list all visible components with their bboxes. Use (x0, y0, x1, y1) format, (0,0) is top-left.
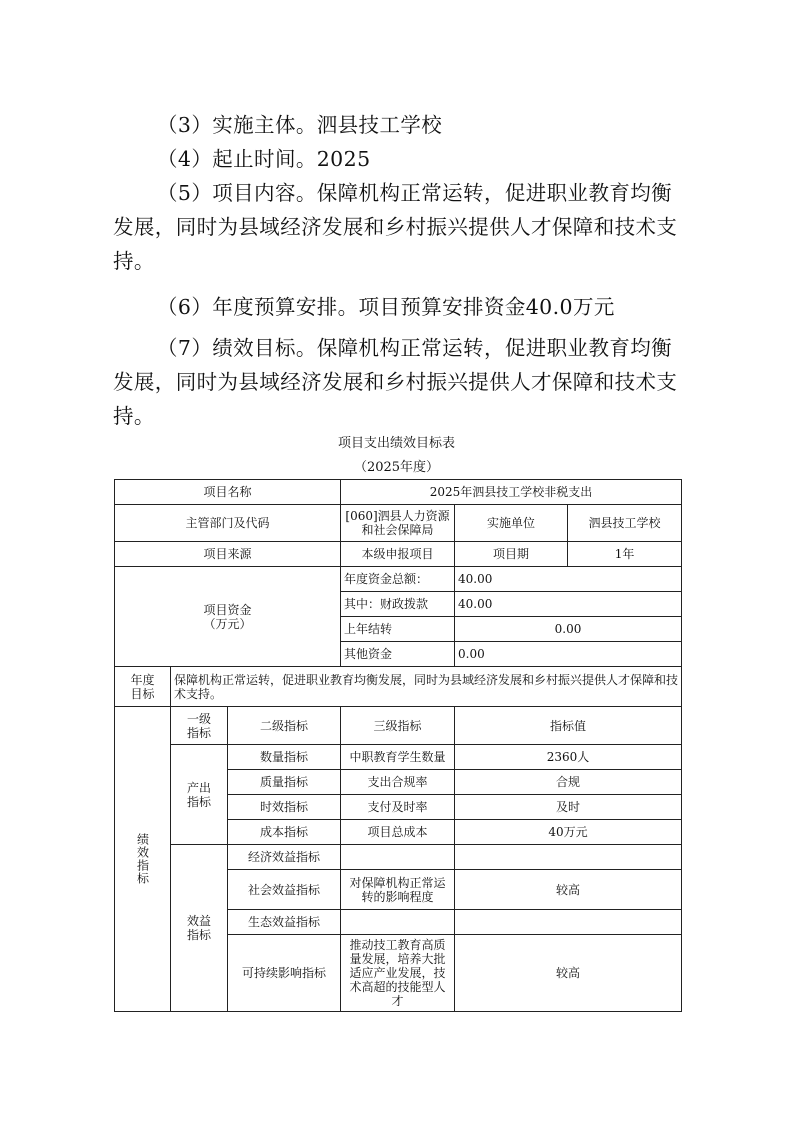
output-level3: 项目总成本 (341, 820, 455, 845)
funds-other-value: 0.00 (455, 642, 682, 667)
table-row (115, 707, 682, 745)
benefit-level2: 生态效益指标 (228, 910, 341, 935)
funds-fiscal-value: 40.00 (455, 592, 682, 617)
project-name-value: 2025年泗县技工学校非税支出 (341, 480, 682, 505)
benefit-label (171, 845, 228, 1012)
benefit-value (455, 910, 682, 935)
table-subtitle: （2025年度） (353, 460, 440, 475)
output-level3: 支出合规率 (341, 770, 455, 795)
benefit-label-text: 效益指标 (186, 914, 211, 942)
header-level3: 三级指标 (341, 707, 455, 745)
benefit-level2: 可持续影响指标 (228, 935, 341, 1012)
table-row (115, 745, 682, 770)
output-label-text: 产出指标 (186, 780, 211, 809)
project-name-label: 项目名称 (115, 480, 341, 505)
funds-carryover-value: 0.00 (455, 617, 682, 642)
output-level2: 质量指标 (228, 770, 341, 795)
funds-fiscal-label: 其中：财政拨款 (341, 592, 455, 617)
benefit-level3: 对保障机构正常运转的影响程度 (341, 870, 455, 910)
table-row (115, 667, 682, 707)
header-value: 指标值 (455, 707, 682, 745)
performance-table (114, 479, 682, 1012)
output-level3: 中职教育学生数量 (341, 745, 455, 770)
annual-goal-label (115, 667, 171, 707)
output-value: 及时 (455, 795, 682, 820)
paragraph-implementer: （3）实施主体。泗县技工学校 (157, 113, 443, 137)
paragraph-content: （5）项目内容。保障机构正常运转，促进职业教育均衡发展，同时为县域经济发展和乡村振兴提供人才保障和技术支持。 (113, 181, 678, 273)
header-level1-text: 一级指标 (186, 711, 211, 740)
benefit-level3: 推动技工教育高质量发展，培养大批适应产业发展，技术高超的技能型人才 (341, 935, 455, 1012)
benefit-value: 较高 (455, 935, 682, 1012)
output-level2: 数量指标 (228, 745, 341, 770)
annual-goal-label-text: 年度目标 (130, 672, 155, 701)
table-row (115, 542, 682, 567)
dept-value: [060]泗县人力资源和社会保障局 (341, 505, 455, 542)
table-row (115, 567, 682, 592)
funds-carryover-label: 上年结转 (341, 617, 455, 642)
impl-value: 泗县技工学校 (568, 505, 682, 542)
benefit-level2: 经济效益指标 (228, 845, 341, 870)
table-title: 项目支出绩效目标表 (337, 436, 455, 451)
header-level1 (171, 707, 228, 745)
table-row (115, 505, 682, 542)
paragraph-performance-goal: （7）绩效目标。保障机构正常运转，促进职业教育均衡发展，同时为县域经济发展和乡村振兴提供人才保障和技术支持。 (113, 336, 678, 428)
annual-goal-value: 保障机构正常运转，促进职业教育均衡发展，同时为县域经济发展和乡村振兴提供人才保障和技术支持。 (171, 667, 682, 707)
period-value: 1年 (568, 542, 682, 567)
period-label: 项目期 (455, 542, 568, 567)
output-level2: 成本指标 (228, 820, 341, 845)
benefit-level2: 社会效益指标 (228, 870, 341, 910)
indicators-label (115, 707, 171, 1012)
benefit-level3 (341, 910, 455, 935)
funds-total-label: 年度资金总额： (341, 567, 455, 592)
output-level3: 支付及时率 (341, 795, 455, 820)
benefit-level3 (341, 845, 455, 870)
impl-label: 实施单位 (455, 505, 568, 542)
source-label: 项目来源 (115, 542, 341, 567)
table-row (115, 845, 682, 870)
output-level2: 时效指标 (228, 795, 341, 820)
output-value: 40万元 (455, 820, 682, 845)
table-row (115, 480, 682, 505)
dept-label: 主管部门及代码 (115, 505, 341, 542)
output-value: 2360人 (455, 745, 682, 770)
funds-other-label: 其他资金 (341, 642, 455, 667)
funds-label-text: 项目资金（万元） (203, 602, 252, 631)
indicators-label-text: 绩效指标 (135, 833, 150, 885)
output-value: 合规 (455, 770, 682, 795)
paragraph-budget: （6）年度预算安排。项目预算安排资金40.0万元 (157, 295, 615, 319)
benefit-value: 较高 (455, 870, 682, 910)
header-level2: 二级指标 (228, 707, 341, 745)
funds-total-value: 40.00 (455, 567, 682, 592)
funds-label (115, 567, 341, 667)
paragraph-period: （4）起止时间。2025 (157, 147, 371, 171)
output-label (171, 745, 228, 845)
source-value: 本级申报项目 (341, 542, 455, 567)
benefit-value (455, 845, 682, 870)
